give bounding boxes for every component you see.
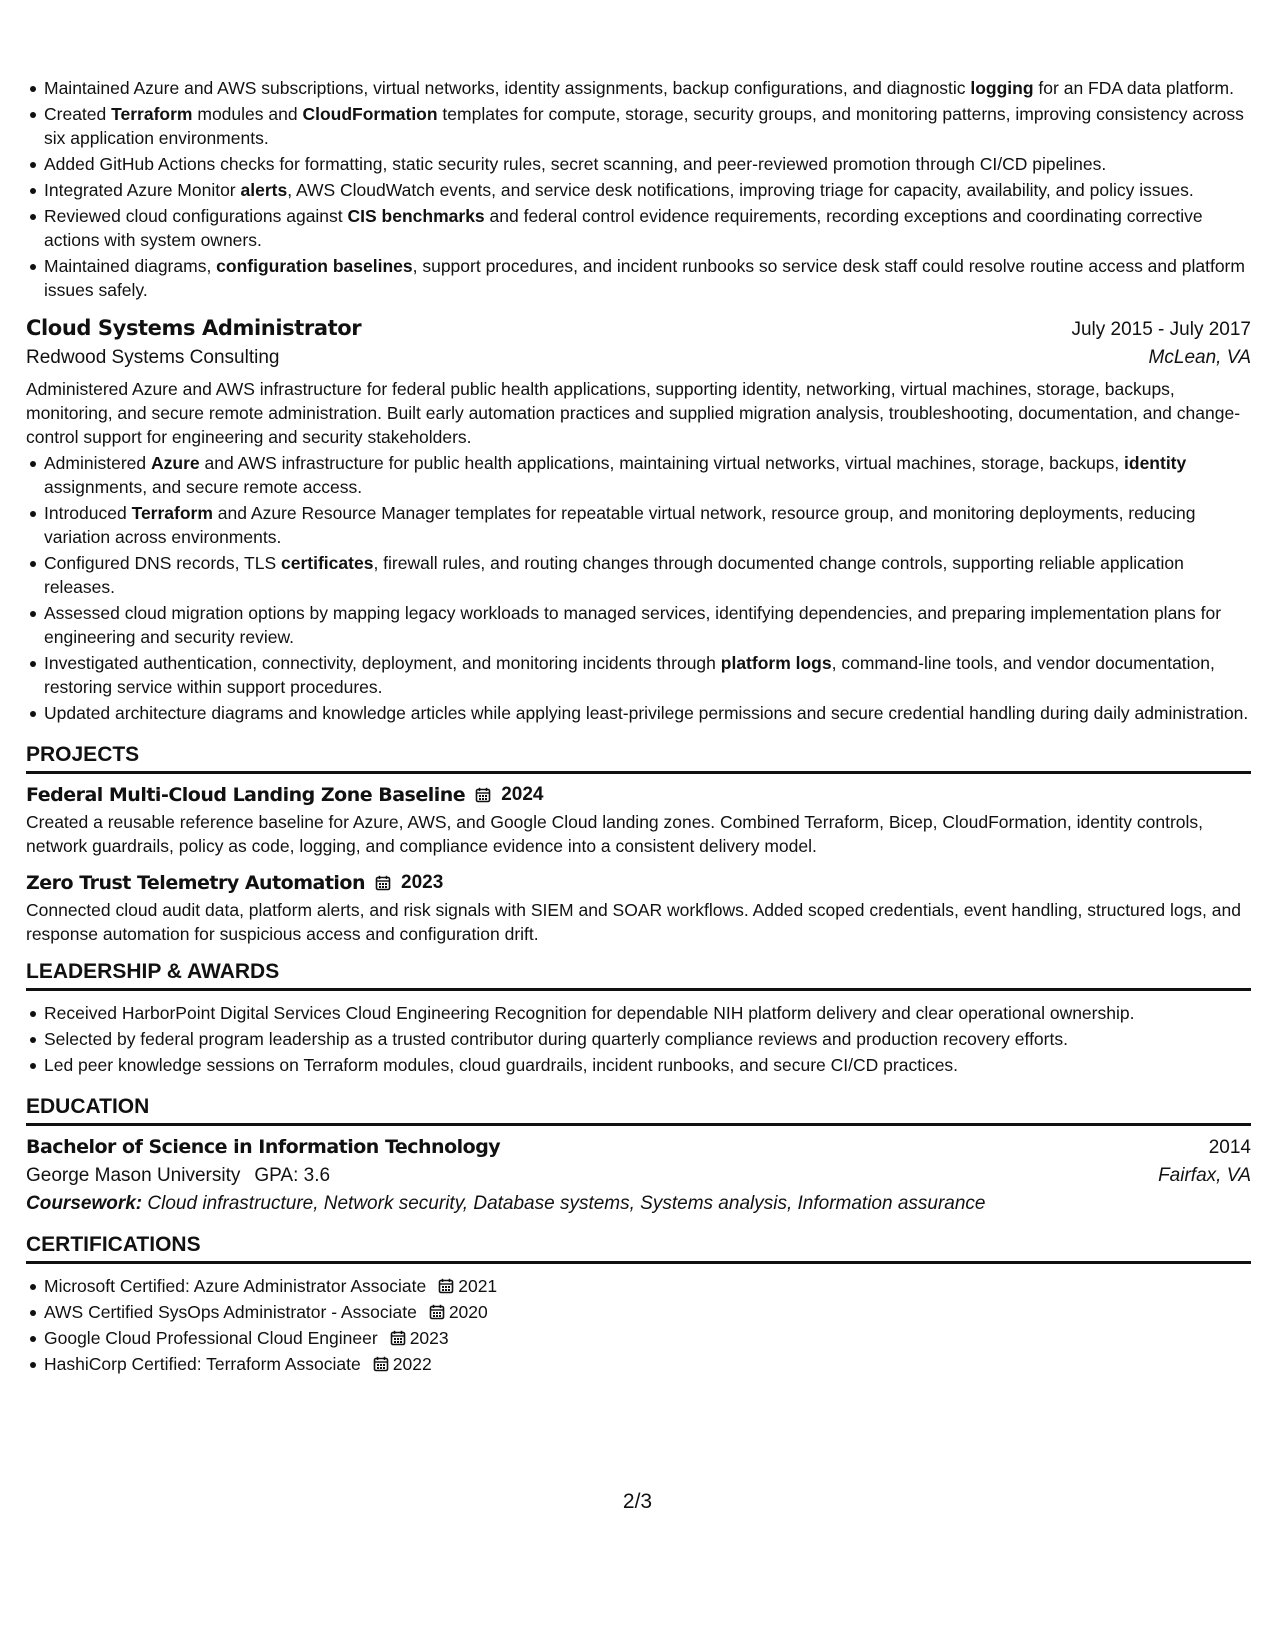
graduation-year: 2014 [1208, 1137, 1251, 1158]
bullet-text: for an FDA data platform. [1033, 78, 1234, 98]
education-heading: EDUCATION [26, 1095, 1251, 1126]
project-description: Created a reusable reference baseline for Azure, AWS, and Google Cloud landing zones. Combined Terraform, Bicep, CloudFormation, identity controls, network guardrails, policy as code, logging, and compliance evidence into a consistent delivery model. [26, 812, 1204, 856]
bold-keyword: CloudFormation [302, 104, 438, 124]
certification-item [26, 1326, 1251, 1350]
bullet-text: modules and [192, 104, 303, 124]
calendar-icon [373, 1356, 389, 1372]
project-header [26, 784, 1251, 806]
bullet-item [26, 204, 1251, 252]
certification-name: Google Cloud Professional Cloud Engineer [44, 1328, 378, 1348]
school-and-gpa [26, 1165, 330, 1187]
bullet-text: and federal control evidence requirements, recording exceptions and coordinating corrective actions with system owners. [44, 206, 1203, 250]
bold-keyword: configuration baselines [216, 256, 413, 276]
bullet-text: , command-line tools, and vendor documentation, restoring service within support procedures. [44, 653, 1215, 697]
job-bullets [26, 451, 1251, 725]
bold-keyword: certificates [281, 553, 374, 573]
bullet-text: , AWS CloudWatch events, and service desk notifications, improving triage for capacity, availability, and policy issues. [287, 180, 1194, 200]
certification-name: Microsoft Certified: Azure Administrator Associate [44, 1276, 427, 1296]
project-year: 2024 [501, 784, 544, 805]
bullet-text: Maintained diagrams, [44, 256, 217, 276]
bullet-item [26, 551, 1251, 599]
bullet-text: templates for compute, storage, security groups, and monitoring patterns, improving consistency across six application environments. [44, 104, 1244, 148]
project-header [26, 872, 1251, 894]
certification-year: 2022 [392, 1354, 432, 1374]
page-number: 2/3 [622, 1490, 653, 1513]
bullet-text: Investigated authentication, connectivity, deployment, and monitoring incidents through [44, 653, 721, 673]
bold-keyword: identity [1124, 453, 1187, 473]
bullet-text: Maintained Azure and AWS subscriptions, virtual networks, identity assignments, backup configurations, and diagnostic [44, 78, 971, 98]
project-title: Zero Trust Telemetry Automation [26, 872, 365, 894]
bullet-text: Created [44, 104, 112, 124]
certification-year: 2023 [409, 1328, 449, 1348]
coursework-list: Cloud infrastructure, Network security, Database systems, Systems analysis, Information assurance [142, 1193, 986, 1214]
bullet-item [26, 501, 1251, 549]
leadership-list [26, 1001, 1251, 1077]
bullet-item [26, 601, 1251, 649]
project-item [26, 784, 1251, 858]
bullet-text: Integrated Azure Monitor [44, 180, 241, 200]
project-item [26, 872, 1251, 946]
bold-keyword: Azure [151, 453, 200, 473]
bullet-text: Administered [44, 453, 151, 473]
bullet-item [26, 701, 1251, 725]
bullet-item [26, 451, 1251, 499]
job-summary: Administered Azure and AWS infrastructure for federal public health applications, supporting identity, networking, virtual machines, storage, backups, monitoring, and secure remote administration. Built early automation practices and supplied migration analysis, troubleshooting, documentation, and change-control support for engineering and security stakeholders. [26, 379, 1241, 447]
project-title: Federal Multi-Cloud Landing Zone Baseline [26, 784, 466, 806]
bullet-item [26, 152, 1251, 176]
bold-keyword: Terraform [111, 104, 193, 124]
job-header [26, 316, 1251, 341]
job-location: McLean, VA [1148, 347, 1251, 368]
bullet-item [26, 178, 1251, 202]
bullet-text: and Azure Resource Manager templates for repeatable virtual network, resource group, and monitoring deployments, reducing variation across environments. [44, 503, 1196, 547]
certification-item [26, 1352, 1251, 1376]
bullet-text: and AWS infrastructure for public health applications, maintaining virtual networks, virtual machines, storage, backups, [199, 453, 1125, 473]
bullet-text: Introduced [44, 503, 132, 523]
education-header [26, 1136, 1251, 1159]
bullet-item [26, 102, 1251, 150]
degree-title: Bachelor of Science in Information Technology [26, 1136, 501, 1158]
bullet-item [26, 254, 1251, 302]
bold-keyword: alerts [240, 180, 288, 200]
certifications-list [26, 1274, 1251, 1376]
school-name: George Mason University [26, 1165, 241, 1186]
bold-keyword: CIS benchmarks [347, 206, 485, 226]
bullet-text: assignments, and secure remote access. [44, 477, 363, 497]
certification-item [26, 1300, 1251, 1324]
company-name: Redwood Systems Consulting [26, 347, 280, 368]
bullet-text: Added GitHub Actions checks for formatting, static security rules, secret scanning, and peer-reviewed promotion through CI/CD pipelines. [44, 154, 1107, 174]
coursework-label: Coursework: [26, 1193, 143, 1214]
leadership-item: Selected by federal program leadership as a trusted contributor during quarterly compliance reviews and production recovery efforts. [26, 1027, 1251, 1051]
bullet-text: Configured DNS records, TLS [44, 553, 282, 573]
bullet-item [26, 76, 1251, 100]
bullet-text: Reviewed cloud configurations against [44, 206, 348, 226]
coursework [26, 1193, 1251, 1215]
gpa: GPA: 3.6 [254, 1165, 331, 1186]
certification-name: AWS Certified SysOps Administrator - Associate [44, 1302, 417, 1322]
calendar-icon [475, 787, 491, 803]
calendar-icon [429, 1304, 445, 1320]
leadership-heading: LEADERSHIP & AWARDS [26, 960, 1251, 991]
certification-year: 2021 [458, 1276, 498, 1296]
project-year: 2023 [401, 872, 444, 893]
bold-keyword: Terraform [131, 503, 213, 523]
bold-keyword: platform logs [720, 653, 832, 673]
calendar-icon [375, 875, 391, 891]
job-dates: July 2015 - July 2017 [1071, 319, 1251, 340]
calendar-icon [390, 1330, 406, 1346]
job-subheader [26, 347, 1251, 369]
job-title: Cloud Systems Administrator [26, 316, 362, 340]
calendar-icon [438, 1278, 454, 1294]
leadership-item: Led peer knowledge sessions on Terraform modules, cloud guardrails, incident runbooks, and secure CI/CD practices. [26, 1053, 1251, 1077]
bullet-text: , support procedures, and incident runbooks so service desk staff could resolve routine access and platform issues safely. [44, 256, 1245, 300]
bullet-text: Assessed cloud migration options by mapping legacy workloads to managed services, identifying dependencies, and preparing implementation plans for engineering and security review. [44, 603, 1222, 647]
resume-page [26, 76, 1251, 1378]
certification-year: 2020 [448, 1302, 488, 1322]
previous-job-bullets [26, 76, 1251, 302]
bullet-text: Updated architecture diagrams and knowledge articles while applying least-privilege permissions and secure credential handling during daily administration. [44, 703, 1249, 723]
school-location: Fairfax, VA [1158, 1165, 1251, 1186]
bullet-item [26, 651, 1251, 699]
leadership-item: Received HarborPoint Digital Services Cloud Engineering Recognition for dependable NIH platform delivery and clear operational ownership. [26, 1001, 1251, 1025]
project-description: Connected cloud audit data, platform alerts, and risk signals with SIEM and SOAR workflows. Added scoped credentials, event handling, structured logs, and response automation for suspicious access and configuration drift. [26, 900, 1241, 944]
bullet-text: , firewall rules, and routing changes through documented change controls, supporting reliable application releases. [44, 553, 1184, 597]
certifications-heading: CERTIFICATIONS [26, 1233, 1251, 1264]
projects-list [26, 784, 1251, 946]
certification-name: HashiCorp Certified: Terraform Associate [44, 1354, 361, 1374]
projects-heading: PROJECTS [26, 743, 1251, 774]
certification-item [26, 1274, 1251, 1298]
education-subheader [26, 1165, 1251, 1187]
bold-keyword: logging [970, 78, 1034, 98]
